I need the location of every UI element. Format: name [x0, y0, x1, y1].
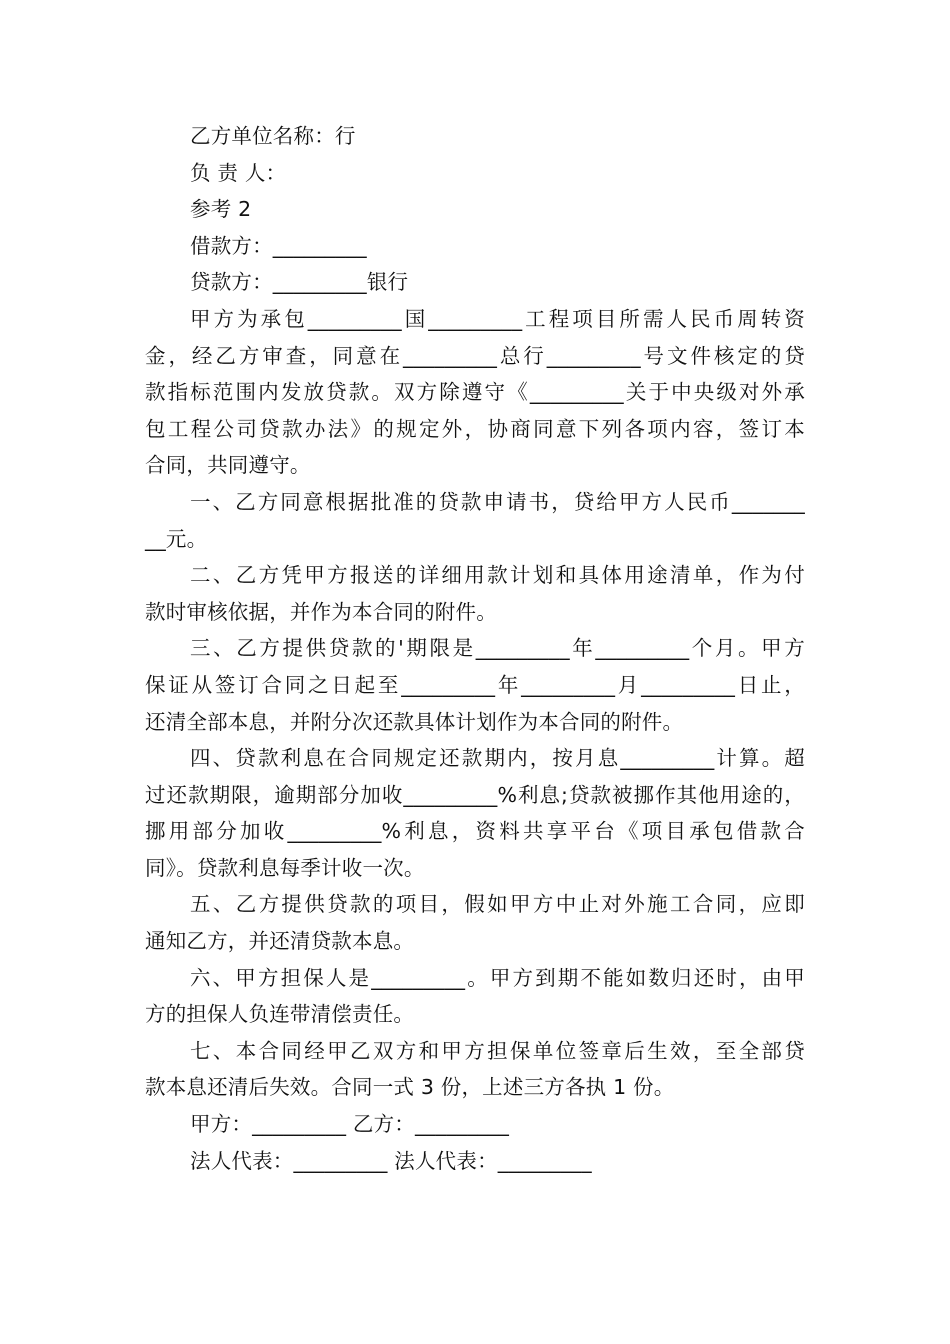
signature-line: 甲方：_________ 乙方：_________	[190, 1112, 510, 1137]
text-line: 五、乙方提供贷款的项目，假如甲方中止对外施工合同，应即	[190, 892, 805, 917]
text-line: 金，经乙方审查，同意在_________总行_________号文件核定的贷	[145, 343, 805, 368]
text-line: 保证从签订合同之日起至_________年_________月_________日止，	[145, 672, 805, 697]
text-line: 通知乙方，并还清贷款本息。	[145, 929, 415, 954]
document-body	[145, 118, 805, 1179]
text-line: 一、乙方同意根据批准的贷款申请书，贷给甲方人民币_______	[190, 489, 805, 514]
text-line: 包工程公司贷款办法》的规定外，协商同意下列各项内容，签订本	[145, 416, 805, 441]
text-line: 还清全部本息，并附分次还款具体计划作为本合同的附件。	[145, 709, 684, 734]
text-line: 过还款期限，逾期部分加收_________%利息;贷款被挪作其他用途的，	[145, 782, 805, 807]
text-line: 四、贷款利息在合同规定还款期内，按月息_________计算。超	[190, 746, 805, 771]
text-line: 甲方为承包_________国_________工程项目所需人民币周转资	[190, 306, 805, 331]
text-line: 参考 2	[190, 197, 252, 222]
text-line: 挪用部分加收_________%利息，资料共享平台《项目承包借款合	[145, 819, 805, 844]
text-line: 款指标范围内发放贷款。双方除遵守《_________关于中央级对外承	[145, 380, 805, 405]
text-line: 同》。贷款利息每季计收一次。	[145, 855, 425, 880]
text-line: 借款方：_________	[190, 233, 367, 258]
text-line: 乙方单位名称：行	[190, 124, 356, 148]
text-line: 负 责 人：	[190, 160, 287, 185]
text-line: 六、甲方担保人是_________。甲方到期不能如数归还时，由甲	[190, 965, 805, 990]
text-line: 方的担保人负连带清偿责任。	[145, 1002, 415, 1027]
text-line: 七、本合同经甲乙双方和甲方担保单位签章后生效，至全部贷	[190, 1038, 805, 1063]
text-line: 贷款方：_________银行	[190, 270, 409, 295]
text-line: __元。	[145, 526, 208, 551]
text-line: 款时审核依据，并作为本合同的附件。	[145, 599, 497, 624]
text-line: 合同，共同遵守。	[145, 453, 311, 478]
signature-line: 法人代表：_________ 法人代表：_________	[190, 1148, 592, 1173]
text-line: 三、乙方提供贷款的'期限是_________年_________个月。甲方	[190, 636, 805, 661]
text-line: 款本息还清后失效。合同一式 3 份，上述三方各执 1 份。	[145, 1075, 675, 1100]
text-line: 二、乙方凭甲方报送的详细用款计划和具体用途清单，作为付	[190, 563, 805, 588]
